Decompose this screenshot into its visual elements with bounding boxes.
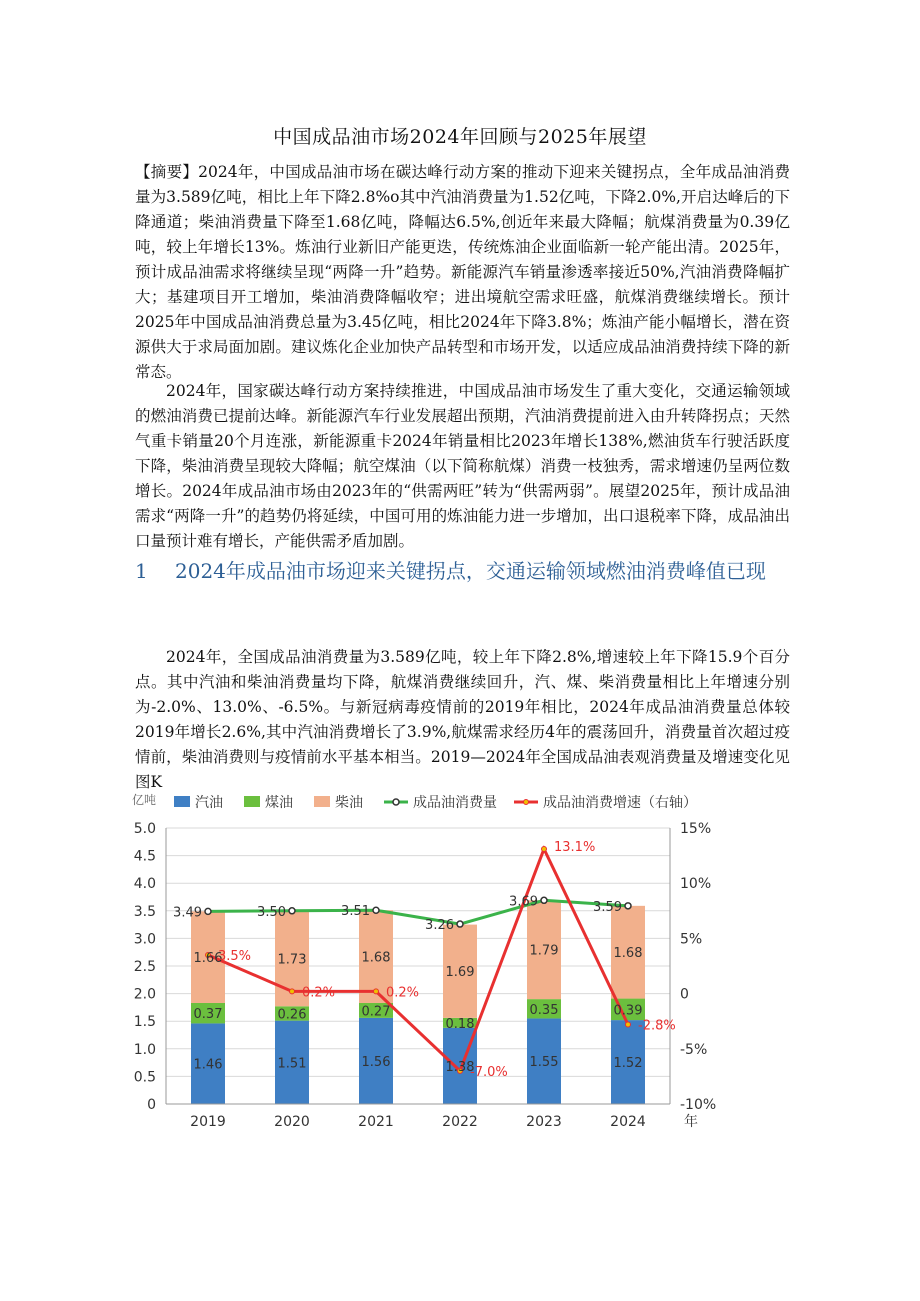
growth-point [542,846,547,851]
bar-value-label: 1.46 [193,1057,223,1073]
y-unit-label: 亿吨 [132,793,157,807]
growth-value-label: 3.5% [218,948,252,964]
document-title: 中国成品油市场2024年回顾与2025年展望 [273,126,647,148]
total-point [625,903,631,909]
y-tick-label: 3.5 [133,903,156,920]
total-point [541,897,547,903]
total-point [289,908,295,914]
bar-value-label: 1.55 [529,1055,559,1071]
legend-swatch [174,796,190,807]
total-value-label: 3.49 [173,905,202,921]
bar-value-label: 0.37 [193,1007,223,1023]
bar-value-label: 0.39 [613,1003,643,1019]
bar-value-label: 1.56 [361,1054,391,1070]
section-title: 2024年成品油市场迎来关键拐点，交通运输领域燃油消费峰值已现 [175,559,766,583]
legend-label: 柴油 [335,795,363,811]
bar-value-label: 1.66 [193,951,223,967]
y2-tick-label: 5% [680,931,703,948]
total-point [457,921,463,927]
growth-value-label: -2.8% [638,1018,676,1034]
abstract-text: 2024年，中国成品油市场在碳达峰行动方案的推动下迎来关键拐点，全年成品油消费量为3.589亿吨，相比上年下降2.8%o其中汽油消费量为1.52亿吨，下降2.0%,开启达峰后的下降通道；柴油消费量下降至1.68亿吨，降幅达6.5%,创近年来最大降幅；航煤消费量为0.39亿吨，较上年增长13%。炼油行业新旧产能更迭，传统炼油企业面临新一轮产能出清。2025年，预计成品油需求将继续呈现“两降一升”趋势。新能源汽车销量渗透率接近50%,汽油消费降幅扩大；基建项目开工增加，柴油消费降幅收窄；进出境航空需求旺盛，航煤消费继续增长。预计2025年中国成品油消费总量为3.45亿吨，相比2024年下降3.8%；炼油产能小幅增长，潜在资源供大于求局面加剧。建议炼化企业加快产品转型和市场开发，以适应成品油消费持续下降的新常态。 [135,163,790,381]
legend-label: 成品油消费增速（右轴） [543,795,697,811]
total-point [205,908,211,914]
bar-value-label: 0.26 [277,1007,307,1023]
bar-value-label: 1.69 [445,965,475,981]
growth-point [290,989,295,994]
legend-label: 成品油消费量 [413,795,497,811]
section-number: 1 [135,559,148,583]
abstract-label: 【摘要】 [135,163,199,181]
y2-tick-label: 0 [680,986,689,1003]
growth-value-label: 0.2% [386,985,420,1001]
y-tick-label: 2.5 [133,959,156,975]
y-tick-label: 4.5 [133,848,156,865]
x-tick-label: 2022 [442,1114,478,1130]
y2-tick-label: -5% [680,1041,708,1058]
bar-value-label: 1.52 [613,1056,643,1072]
bar-value-label: 0.35 [529,1002,559,1018]
section-heading [135,548,790,594]
growth-value-label: -7.0% [470,1064,508,1080]
bar-value-label: 1.68 [613,946,643,962]
bar-value-label: 1.73 [277,952,307,968]
intro-paragraph: 2024年，国家碳达峰行动方案持续推进，中国成品油市场发生了重大变化，交通运输领域的燃油消费已提前达峰。新能源汽车行业发展超出预期，汽油消费提前进入由升转降拐点；天然气重卡销量20个月连涨，新能源重卡2024年销量相比2023年增长138%,燃油货车行驶活跃度下降，柴油消费呈现较大降幅；航空煤油（以下简称航煤）消费一枝独秀，需求增速仍呈两位数增长。2024年成品油市场由2023年的“供需两旺”转为“供需两弱”。展望2025年，预计成品油需求“两降一升”的趋势仍将延续，中国可用的炼油能力进一步增加，出口退税率下降，成品油出口量预计难有增长，产能供需矛盾加剧。 [135,382,790,550]
x-tick-label: 2019 [190,1114,226,1130]
bar-value-label: 1.79 [529,943,559,959]
abstract-paragraph [135,160,790,385]
y-tick-label: 5.0 [133,821,156,837]
x-tick-label: 2023 [526,1114,562,1130]
legend-label: 汽油 [195,795,223,811]
bar-value-label: 1.38 [445,1059,475,1075]
y-tick-label: 4.0 [133,876,156,893]
legend-label: 煤油 [265,795,293,811]
y2-tick-label: 15% [680,821,712,837]
y-tick-label: 1.0 [133,1041,156,1058]
bar-value-label: 1.51 [277,1056,307,1072]
y2-tick-label: -10% [680,1097,717,1113]
legend-swatch [244,796,260,807]
total-value-label: 3.26 [425,918,454,934]
y-tick-label: 0 [147,1097,156,1113]
x-tick-label: 2021 [358,1114,394,1130]
section-paragraph: 2024年，全国成品油消费量为3.589亿吨，较上年下降2.8%,增速较上年下降15.9个百分点。其中汽油和柴油消费量均下降，航煤消费继续回升，汽、煤、柴消费量相比上年增速分别为-2.0%、13.0%、-6.5%。与新冠病毒疫情前的2019年相比，2024年成品油消费量总体较2019年增长2.6%,其中汽油消费增长了3.9%,航煤需求经历4年的震荡回升，消费量首次超过疫情前，柴油消费则与疫情前水平基本相当。2019—2024年全国成品油表观消费量及增速变化见图K [135,648,790,791]
bar-value-label: 0.18 [445,1016,475,1032]
growth-line [208,849,628,1071]
y-tick-label: 1.5 [133,1014,156,1031]
total-point [373,907,379,913]
growth-value-label: 13.1% [554,839,596,855]
y2-tick-label: 10% [680,876,712,893]
bar-value-label: 1.68 [361,950,391,966]
legend-marker-total [393,799,399,805]
legend-marker-growth [524,800,529,805]
x-unit-label: 年 [684,1114,698,1130]
total-value-label: 3.59 [593,899,622,915]
total-value-label: 3.51 [341,904,370,920]
y-tick-label: 2.0 [133,986,156,1003]
bar-value-label: 0.27 [361,1004,391,1020]
y-tick-label: 0.5 [133,1069,156,1086]
growth-value-label: 0.2% [302,985,336,1001]
y-tick-label: 3.0 [133,931,156,948]
chart-svg [118,790,717,1135]
growth-point [374,989,379,994]
x-tick-label: 2020 [274,1114,310,1130]
consumption-chart [118,790,717,1135]
x-tick-label: 2024 [610,1114,646,1130]
growth-point [626,1022,631,1027]
total-value-label: 3.69 [509,894,538,910]
total-value-label: 3.50 [257,904,286,920]
legend-swatch [314,796,330,807]
